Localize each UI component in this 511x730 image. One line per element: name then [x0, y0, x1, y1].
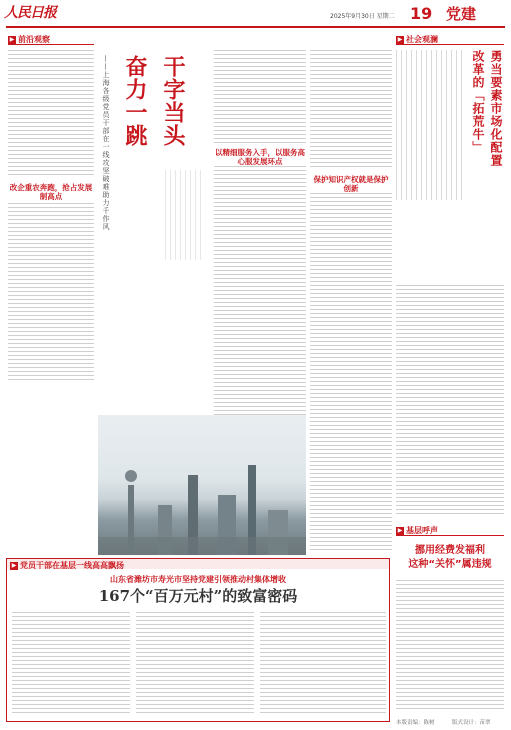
article-text-block: [8, 50, 94, 178]
lead-title-line1: 干字当头: [160, 55, 186, 147]
page-number: 19: [410, 4, 433, 23]
tag-rule: [396, 535, 504, 536]
lead-subtitle: ——上海各级党员干部在一线攻坚破难助力千作风: [102, 55, 110, 231]
feature-title-line2: 改革的「拓荒牛」: [471, 50, 485, 154]
article-text-block: [136, 612, 254, 716]
vertical-text-block: [396, 50, 464, 200]
newspaper-logo: 人民日报: [4, 5, 56, 21]
tag-rule: [8, 44, 94, 45]
section-tag-frontline: ▶ 前沿观察: [9, 35, 50, 44]
tag-square-icon: ▶: [397, 35, 403, 43]
section-name: 党建: [446, 5, 477, 23]
waterfront: [98, 537, 306, 555]
article-text-block: [260, 612, 386, 716]
section-tag-society: ▶ 社会观澜: [397, 35, 438, 44]
grassroots-headline: 挪用经费发福利 这种“关怀”属违规: [408, 545, 492, 570]
footer-editor: 本版责编：陈树: [396, 720, 435, 726]
tag-square-icon: ▶: [9, 35, 15, 43]
city-skyline-photo: [98, 415, 306, 555]
article-text-block: [310, 193, 392, 553]
tag-rule: [396, 44, 504, 45]
subhead-c: 保护知识产权就是保护创新: [313, 175, 389, 193]
tag-square-icon: ▶: [397, 526, 403, 534]
article-text-block: [396, 285, 504, 515]
article-text-block: [214, 166, 306, 436]
subhead-b: 以精细服务入手，以服务高心服发展环点: [215, 148, 305, 166]
footer-designer: 版式设计：苗翠: [452, 720, 491, 726]
dateline: 2025年9月30日 星期二: [330, 13, 395, 20]
byline-block: [165, 170, 205, 260]
section-tag-party-members: ▶ 党员干部在基层一线高高飘扬: [11, 561, 124, 570]
bottom-story-kicker: 山东省潍坊市寿光市坚持党建引领推动村集体增收: [110, 575, 286, 584]
tower-sphere: [125, 470, 137, 482]
section-tag-grassroots: ▶ 基层呼声: [397, 526, 438, 535]
feature-title-line1: 勇当要素市场化配置: [489, 50, 503, 167]
article-text-block: [12, 612, 130, 716]
lead-title-line2: 奋力一跳: [122, 55, 148, 147]
bottom-story-title: 167个“百万元村”的致富密码: [98, 587, 298, 605]
article-text-block: [396, 580, 504, 710]
article-text-block: [310, 50, 392, 170]
article-text-block: [214, 50, 306, 145]
subhead-a: 改企重农奔跑，抢占发展制高点: [9, 183, 93, 201]
article-text-block: [8, 203, 94, 383]
tag-square-icon: ▶: [11, 561, 17, 569]
